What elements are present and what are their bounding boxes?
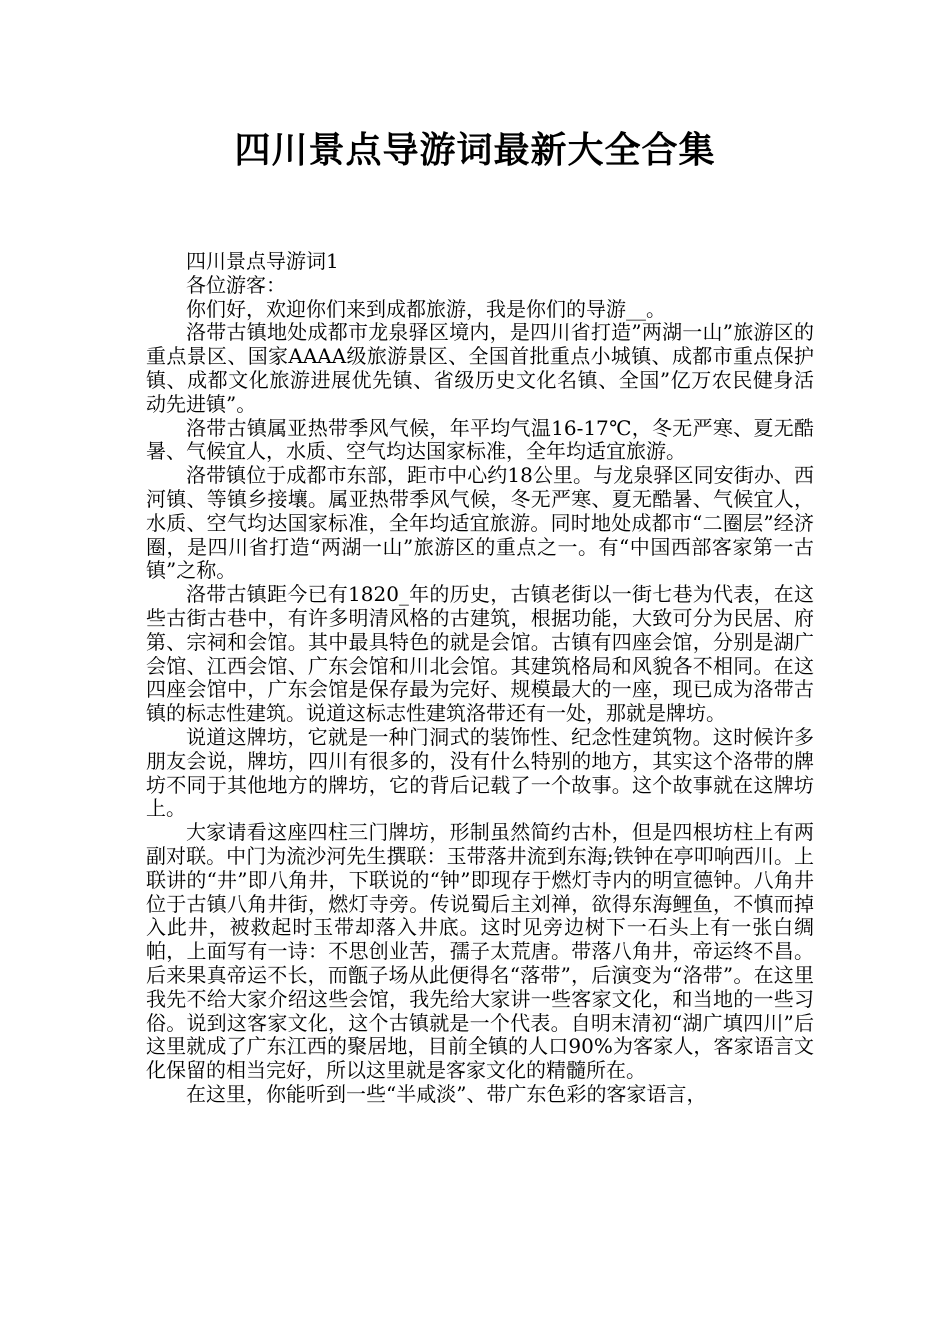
paragraph: 在这里，你能听到一些“半咸淡”、带广东色彩的客家语言， xyxy=(186,1081,707,1106)
paragraph: 洛带古镇距今已有1820_年的历史，古镇老街以一街七巷为代表，在这些古街古巷中，有许多明清风格的古建筑，根据功能，大致可分为民居、府第、宗祠和会馆。其中最具特色的就是会馆。古镇有四座会馆，分别是湖广会馆、江西会馆、广东会馆和川北会馆。其建筑格局和风貌各不相同。在这四座会馆中，广东会馆是保存最为完好、规模最大的一座，现已成为洛带古镇的标志性建筑。说道这标志性建筑洛带还有一处，那就是牌坊。 xyxy=(146,582,814,726)
paragraph-heading: 四川景点导游词1 xyxy=(186,249,339,273)
paragraph-welcome: 你们好，欢迎你们来到成都旅游，我是你们的导游__。 xyxy=(186,296,666,321)
paragraph: 洛带古镇地处成都市龙泉驿区境内，是四川省打造”两湖一山”旅游区的重点景区、国家AAAA级旅游景区、全国首批重点小城镇、成都市重点保护镇、成都文化旅游进展优先镇、省级历史文化名镇、全国”亿万农民健身活动先进镇”。 xyxy=(146,320,814,416)
document-title: 四川景点导游词最新大全合集 xyxy=(234,130,716,171)
paragraph: 洛带古镇属亚热带季风气候，年平均气温16-17℃，冬无严寒、夏无酷暑、气候宜人，水质、空气均达国家标准，全年均适宜旅游。 xyxy=(146,415,814,464)
paragraph: 洛带镇位于成都市东部，距市中心约18公里。与龙泉驿区同安街办、西河镇、等镇乡接壤。属亚热带季风气候，冬无严寒、夏无酷暑、气候宜人，水质、空气均达国家标准，全年均适宜旅游。同时地处成都市“二圈层”经济圈，是四川省打造“两湖一山”旅游区的重点之一。有“中国西部客家第一古镇”之称。 xyxy=(146,463,814,583)
paragraph-greeting: 各位游客： xyxy=(186,272,286,297)
paragraph: 大家请看这座四柱三门牌坊，形制虽然简约古朴，但是四根坊柱上有两副对联。中门为流沙河先生撰联：玉带落井流到东海;铁钟在亭叩响西川。上联讲的“井”即八角井，下联说的“钟”即现存于燃灯寺内的明宣德钟。八角井位于古镇八角井街，燃灯寺旁。传说蜀后主刘禅，欲得东海鲤鱼，不慎而掉入此井，被救起时玉带却落入井底。这时见旁边树下一石头上有一张白绸帕，上面写有一诗：不思创业苦，孺子太荒唐。带落八角井，帝运终不昌。后来果真帝运不长，而甑子场从此便得名“落带”，后演变为“洛带”。在这里我先不给大家介绍这些会馆，我先给大家讲一些客家文化，和当地的一些习俗。说到这客家文化，这个古镇就是一个代表。自明末清初“湖广填四川”后这里就成了广东江西的聚居地，目前全镇的人口90%为客家人，客家语言文化保留的相当完好，所以这里就是客家文化的精髓所在。 xyxy=(146,820,814,1083)
paragraph: 说道这牌坊，它就是一种门洞式的装饰性、纪念性建筑物。这时候许多朋友会说，牌坊，四川有很多的，没有什么特别的地方，其实这个洛带的牌坊不同于其他地方的牌坊，它的背后记载了一个故事。这个故事就在这牌坊上。 xyxy=(146,724,814,821)
document-body xyxy=(146,250,814,1107)
